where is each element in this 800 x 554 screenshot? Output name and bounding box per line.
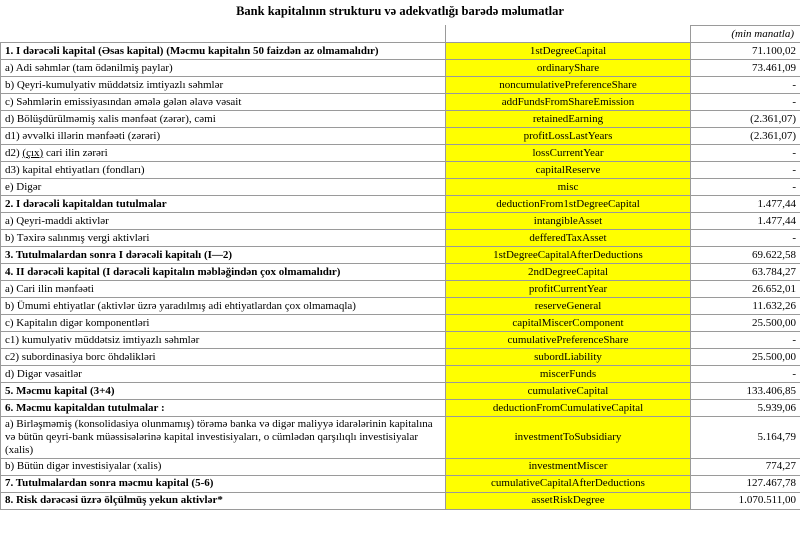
row-value: -	[691, 332, 800, 349]
row-code: investmentMiscer	[446, 458, 691, 475]
row-code: capitalReserve	[446, 162, 691, 179]
row-value: 133.406,85	[691, 383, 800, 400]
table-body	[1, 26, 800, 510]
row-value: 5.939,06	[691, 400, 800, 417]
table-row	[1, 417, 800, 459]
row-code: addFundsFromShareEmission	[446, 94, 691, 111]
row-value: 774,27	[691, 458, 800, 475]
unit-blank-mid	[446, 26, 691, 43]
row-value: -	[691, 77, 800, 94]
row-value: 127.467,78	[691, 475, 800, 492]
table-row	[1, 366, 800, 383]
table-row	[1, 349, 800, 366]
table-row	[1, 179, 800, 196]
row-value: -	[691, 94, 800, 111]
row-code: subordLiability	[446, 349, 691, 366]
row-label: 4. II dərəcəli kapital (I dərəcəli kapitalın məbləğindən çox olmamalıdır)	[1, 264, 446, 281]
unit-row	[1, 26, 800, 43]
row-value: 1.477,44	[691, 213, 800, 230]
table-row	[1, 400, 800, 417]
row-label: a) Birləşməmiş (konsolidasiya olunmamış) törəmə banka və digər maliyyə idarələrinin kapitalına və bütün qeyri-bank müəssisələrinə kapital investisiyaları, o cümlədən qarşılıqlı investisiyalar (xalis)	[1, 417, 446, 459]
table-row	[1, 162, 800, 179]
row-label: a) Qeyri-maddi aktivlər	[1, 213, 446, 230]
table-row	[1, 475, 800, 492]
row-code: 2ndDegreeCapital	[446, 264, 691, 281]
row-label: 3. Tutulmalardan sonra I dərəcəli kapitalı (I—2)	[1, 247, 446, 264]
table-row	[1, 230, 800, 247]
row-label: b) Ümumi ehtiyatlar (aktivlər üzrə yaradılmış adi ehtiyatlardan çox olmamaqla)	[1, 298, 446, 315]
row-value: 25.500,00	[691, 349, 800, 366]
table-row	[1, 458, 800, 475]
row-label: c1) kumulyativ müddətsiz imtiyazlı səhmlər	[1, 332, 446, 349]
table-row	[1, 213, 800, 230]
table-row	[1, 332, 800, 349]
row-value: 25.500,00	[691, 315, 800, 332]
row-value: 1.477,44	[691, 196, 800, 213]
row-value: 26.652,01	[691, 281, 800, 298]
table-row	[1, 111, 800, 128]
row-code: intangibleAsset	[446, 213, 691, 230]
row-value: -	[691, 230, 800, 247]
row-label: d) Digər vəsaitlər	[1, 366, 446, 383]
row-code: miscerFunds	[446, 366, 691, 383]
row-code: deductionFrom1stDegreeCapital	[446, 196, 691, 213]
row-value: -	[691, 162, 800, 179]
row-value: 63.784,27	[691, 264, 800, 281]
row-code: cumulativeCapitalAfterDeductions	[446, 475, 691, 492]
row-code: capitalMiscerComponent	[446, 315, 691, 332]
row-code: cumulativePreferenceShare	[446, 332, 691, 349]
row-label: c) Səhmlərin emissiyasından əmələ gələn əlavə vəsait	[1, 94, 446, 111]
row-label: c2) subordinasiya borc öhdəlikləri	[1, 349, 446, 366]
row-label: e) Digər	[1, 179, 446, 196]
row-code: noncumulativePreferenceShare	[446, 77, 691, 94]
row-label: b) Bütün digər investisiyalar (xalis)	[1, 458, 446, 475]
row-code: assetRiskDegree	[446, 492, 691, 509]
row-code: 1stDegreeCapital	[446, 43, 691, 60]
row-code: reserveGeneral	[446, 298, 691, 315]
row-value: -	[691, 366, 800, 383]
row-label: b) Qeyri-kumulyativ müddətsiz imtiyazlı səhmlər	[1, 77, 446, 94]
table-row	[1, 145, 800, 162]
row-label: 5. Məcmu kapital (3+4)	[1, 383, 446, 400]
row-label: 1. I dərəcəli kapital (Əsas kapital) (Məcmu kapitalın 50 faizdən az olmamalıdır)	[1, 43, 446, 60]
row-code: misc	[446, 179, 691, 196]
row-label: d2) (çıx) cari ilin zərəri	[1, 145, 446, 162]
row-label: d1) əvvəlki illərin mənfəəti (zərəri)	[1, 128, 446, 145]
table-row	[1, 315, 800, 332]
row-label: 2. I dərəcəli kapitaldan tutulmalar	[1, 196, 446, 213]
row-code: defferedTaxAsset	[446, 230, 691, 247]
row-label: 7. Tutulmalardan sonra məcmu kapital (5-6)	[1, 475, 446, 492]
row-value: (2.361,07)	[691, 128, 800, 145]
row-code: cumulativeCapital	[446, 383, 691, 400]
table-row	[1, 128, 800, 145]
row-label: a) Adi səhmlər (tam ödənilmiş paylar)	[1, 60, 446, 77]
table-row	[1, 264, 800, 281]
row-value: 69.622,58	[691, 247, 800, 264]
row-value: 1.070.511,00	[691, 492, 800, 509]
row-code: 1stDegreeCapitalAfterDeductions	[446, 247, 691, 264]
table-row	[1, 492, 800, 509]
row-code: lossCurrentYear	[446, 145, 691, 162]
unit-note: (min manatla)	[691, 26, 800, 43]
row-label: c) Kapitalın digər komponentləri	[1, 315, 446, 332]
row-code: deductionFromCumulativeCapital	[446, 400, 691, 417]
row-value: 71.100,02	[691, 43, 800, 60]
row-value: (2.361,07)	[691, 111, 800, 128]
row-label: b) Təxirə salınmış vergi aktivləri	[1, 230, 446, 247]
capital-structure-table	[0, 25, 800, 510]
row-value: -	[691, 145, 800, 162]
table-row	[1, 383, 800, 400]
row-code: profitCurrentYear	[446, 281, 691, 298]
row-label: d) Bölüşdürülməmiş xalis mənfəat (zərər), cəmi	[1, 111, 446, 128]
table-row	[1, 77, 800, 94]
row-label: a) Cari ilin mənfəəti	[1, 281, 446, 298]
row-code: ordinaryShare	[446, 60, 691, 77]
table-row	[1, 43, 800, 60]
unit-blank-left	[1, 26, 446, 43]
page-title: Bank kapitalının strukturu və adekvatlığı barədə məlumatlar	[236, 4, 564, 18]
row-value: 11.632,26	[691, 298, 800, 315]
row-value: 5.164,79	[691, 417, 800, 459]
row-label: 8. Risk dərəcəsi üzrə ölçülmüş yekun aktivlər*	[1, 492, 446, 509]
table-row	[1, 196, 800, 213]
row-label: d3) kapital ehtiyatları (fondları)	[1, 162, 446, 179]
row-value: 73.461,09	[691, 60, 800, 77]
table-row	[1, 94, 800, 111]
table-row	[1, 298, 800, 315]
row-code: retainedEarning	[446, 111, 691, 128]
row-code: profitLossLastYears	[446, 128, 691, 145]
row-value: -	[691, 179, 800, 196]
table-row	[1, 281, 800, 298]
row-label: 6. Məcmu kapitaldan tutulmalar :	[1, 400, 446, 417]
table-row	[1, 60, 800, 77]
table-row	[1, 247, 800, 264]
row-code: investmentToSubsidiary	[446, 417, 691, 459]
